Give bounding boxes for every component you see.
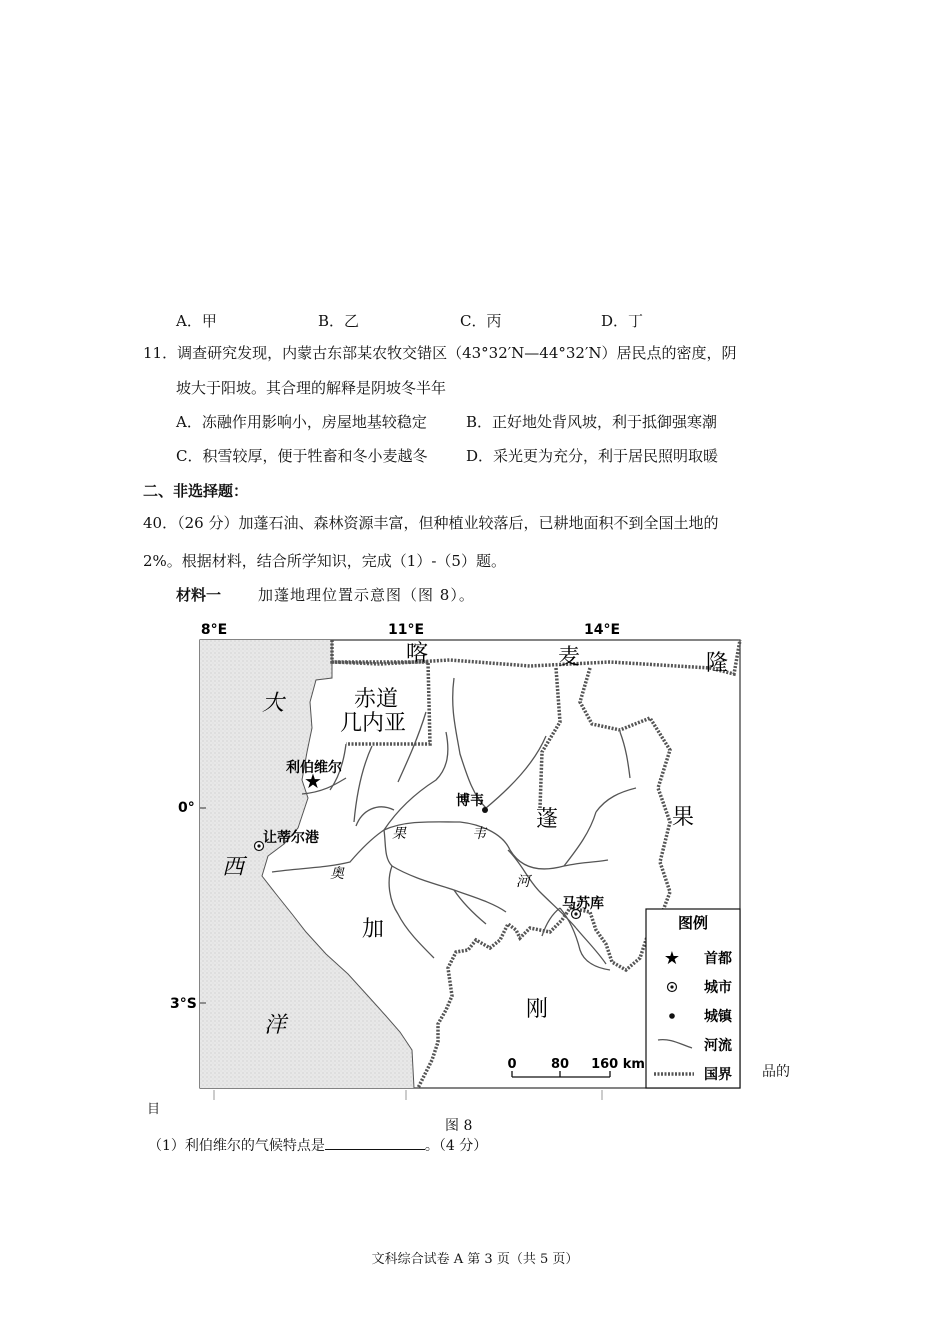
answer-blank[interactable]: [325, 1135, 425, 1150]
label-gabon-1: 蓬: [536, 807, 559, 832]
q40-sub1-suffix: 。（4 分）: [424, 1138, 488, 1154]
q40-sub1: [148, 1135, 487, 1156]
legend-box: [646, 909, 740, 1088]
section-title: 二、非选择题：: [143, 482, 249, 500]
label-cameroon-2: 麦: [558, 645, 581, 670]
q11-option-b: B．正好地处背风坡，利于抵御强寒潮: [466, 413, 718, 431]
q10-option-c: C．丙: [460, 312, 502, 330]
capital-star-icon: ★: [304, 769, 322, 793]
figure-caption: 图 8: [445, 1118, 473, 1134]
label-cameroon-3: 隆: [706, 651, 729, 676]
label-eq-guinea-2: 几内亚: [340, 711, 407, 736]
city-port-gentil: 让蒂尔港: [263, 830, 319, 846]
legend-town-icon: [669, 1013, 675, 1019]
q11-option-d: D．采光更为充分，利于居民照明取暖: [466, 447, 719, 465]
label-cameroon-1: 喀: [406, 641, 429, 666]
label-congo-r: 刚: [526, 997, 549, 1022]
city-dot-port-gentil: [257, 844, 260, 847]
q11-stem-line1: 11．调查研究发现，内蒙古东部某农牧交错区（43°32′N—44°32′N）居民点的密度，阴: [143, 344, 737, 362]
text-fragment-left: 目: [147, 1102, 161, 1117]
ocean-char-2: 西: [222, 855, 245, 880]
q11-option-a: A．冻融作用影响小，房屋地基较稳定: [176, 413, 427, 431]
city-booue: 博韦: [456, 793, 484, 809]
river-char-1: 奥: [330, 866, 344, 882]
scale-label-80: 80: [550, 1057, 570, 1072]
lat-label-0: 0°: [178, 800, 195, 816]
legend-capital: 首都: [704, 951, 732, 967]
scale-label-160: 160 km: [591, 1057, 645, 1072]
lat-label-3s: 3°S: [170, 996, 197, 1012]
river-char-4: 河: [516, 874, 530, 890]
legend-town: 城镇: [704, 1009, 732, 1025]
legend-river: 河流: [704, 1038, 732, 1054]
ocean-char-1: 大: [262, 691, 285, 716]
q40-sub1-prefix: （1）利伯维尔的气候特点是: [148, 1138, 325, 1154]
lon-label-14e: 14°E: [583, 622, 621, 638]
q11-option-c: C．积雪较厚，便于牲畜和冬小麦越冬: [176, 447, 428, 465]
city-masuku: 马苏库: [562, 896, 604, 912]
q11-stem-line2: 坡大于阳坡。其合理的解释是阴坡冬半年: [176, 379, 447, 397]
lon-label-8e: 8°E: [200, 622, 228, 638]
material1-text: 加蓬地理位置示意图（图 8）。: [258, 586, 475, 604]
city-dot-masuku: [574, 912, 577, 915]
material1-label: 材料一: [176, 586, 222, 604]
q40-stem-line1: 40．（26 分）加蓬石油、森林资源丰富，但种植业较落后，已耕地面积不到全国土地的: [143, 514, 719, 532]
q40-stem-line2: 2%。根据材料，结合所学知识，完成（1）-（5）题。: [143, 552, 506, 570]
ocean-char-3: 洋: [264, 1013, 287, 1038]
text-fragment-right: 品的: [762, 1064, 790, 1080]
label-gabon-2: 加: [362, 917, 385, 942]
legend-city: 城市: [704, 980, 732, 996]
legend-title: 图例: [677, 914, 709, 932]
legend-star-icon: ★: [663, 948, 681, 969]
q10-option-b: B．乙: [318, 312, 360, 330]
river-char-3: 韦: [472, 826, 486, 842]
q10-option-d: D．丁: [601, 312, 644, 330]
page-footer: 文科综合试卷 A 第 3 页（共 5 页）: [371, 1252, 579, 1267]
scale-label-0: 0: [507, 1057, 517, 1072]
river-char-2: 果: [392, 826, 406, 842]
legend-border: 国界: [704, 1067, 732, 1083]
lon-label-11e: 11°E: [387, 622, 425, 638]
label-eq-guinea-1: 赤道: [354, 687, 399, 712]
gabon-location-map: [150, 612, 760, 1102]
q10-option-a: A．甲: [176, 312, 217, 330]
label-congo-e: 果: [672, 805, 695, 830]
city-libreville: 利伯维尔: [286, 760, 342, 776]
legend-city-dot: [670, 985, 673, 988]
